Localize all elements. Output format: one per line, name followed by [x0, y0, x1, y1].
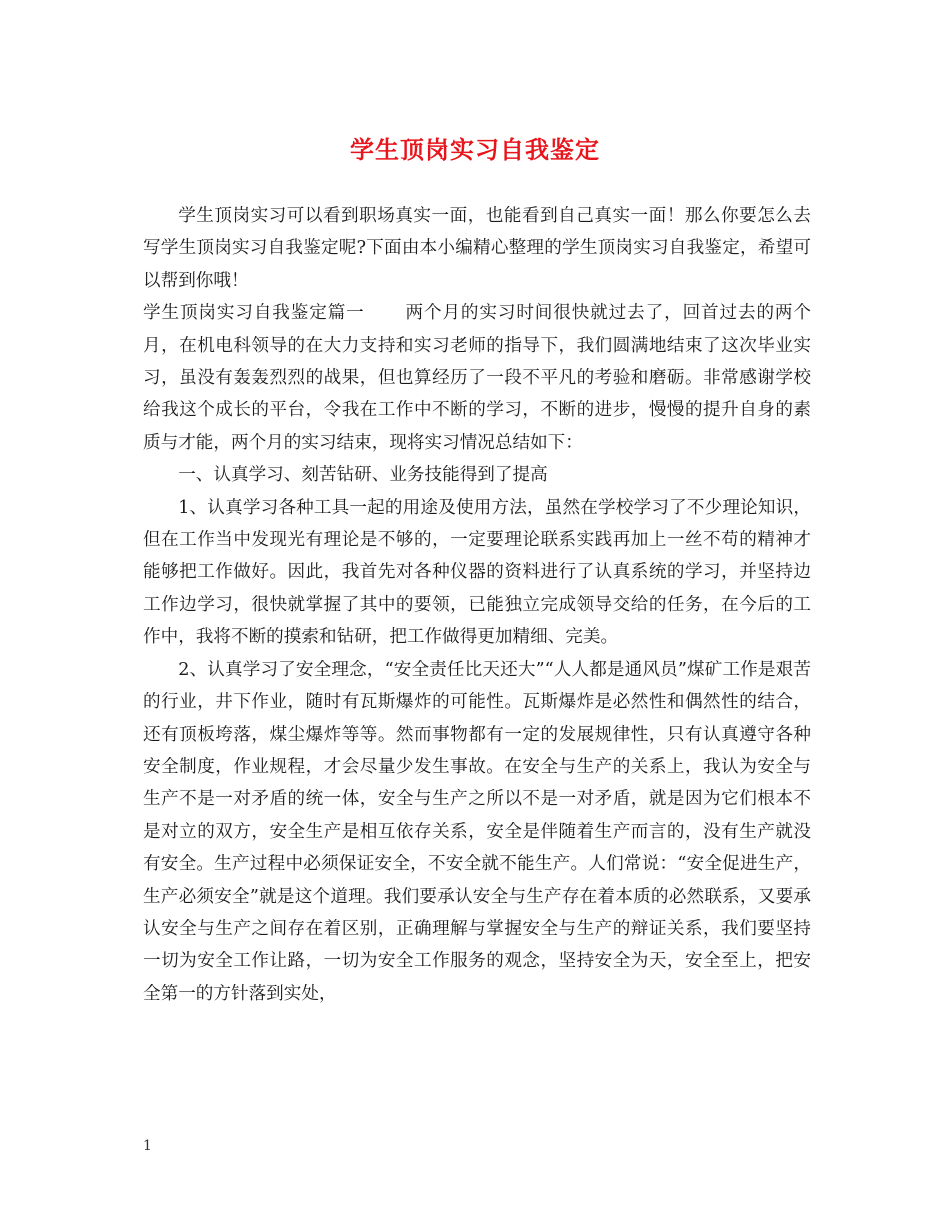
- document-body: [143, 200, 811, 1010]
- item-1-paragraph: 1、认真学习各种工具一起的用途及使用方法，虽然在学校学习了不少理论知识，但在工作当中发现光有理论是不够的，一定要理论联系实践再加上一丝不苟的精神才能够把工作做好。因此，我首先对各种仪器的资料进行了认真系统的学习，并坚持边工作边学习，很快就掌握了其中的要领，已能独立完成领导交给的任务，在今后的工作中，我将不断的摸索和钻研，把工作做得更加精细、完美。: [143, 497, 811, 648]
- heading-1: 一、认真学习、刻苦钻研、业务技能得到了提高: [178, 465, 548, 486]
- document-title: 学生顶岗实习自我鉴定: [350, 135, 600, 164]
- item-2-paragraph: 2、认真学习了安全理念，“安全责任比天还大”“人人都是通风员”煤矿工作是艰苦的行业，井下作业，随时有瓦斯爆炸的可能性。瓦斯爆炸是必然性和偶然性的结合，还有顶板垮落，煤尘爆炸等等。然而事物都有一定的发展规律性，只有认真遵守各种安全制度，作业规程，才会尽量少发生事故。在安全与生产的关系上，我认为安全与生产不是一对矛盾的统一体，安全与生产之所以不是一对矛盾，就是因为它们根本不是对立的双方，安全生产是相互依存关系，安全是伴随着生产而言的，没有生产就没有安全。生产过程中必须保证安全，不安全就不能生产。人们常说：“安全促进生产，生产必须安全”就是这个道理。我们要承认安全与生产存在着本质的必然联系，又要承认安全与生产之间存在着区别，正确理解与掌握安全与生产的辩证关系，我们要坚持一切为安全工作让路，一切为安全工作服务的观念，坚持安全为天，安全至上，把安全第一的方针落到实处，: [143, 659, 811, 1004]
- page-number: 1: [143, 1138, 152, 1154]
- section-label: 学生顶岗实习自我鉴定篇一: [143, 303, 365, 324]
- section-text: 两个月的实习时间很快就过去了，回首过去的两个月，在机电科领导的在大力支持和实习老师的指导下，我们圆满地结束了这次毕业实习，虽没有轰轰烈烈的战果，但也算经历了一段不平凡的考验和磨砺。非常感谢学校给我这个成长的平台，令我在工作中不断的学习，不断的进步，慢慢的提升自身的素质与才能，两个月的实习结束，现将实习情况总结如下：: [143, 303, 811, 453]
- section-paragraph: [143, 297, 811, 459]
- intro-paragraph: 学生顶岗实习可以看到职场真实一面，也能看到自己真实一面！那么你要怎么去写学生顶岗实习自我鉴定呢?下面由本小编精心整理的学生顶岗实习自我鉴定，希望可以帮到你哦！: [143, 206, 811, 291]
